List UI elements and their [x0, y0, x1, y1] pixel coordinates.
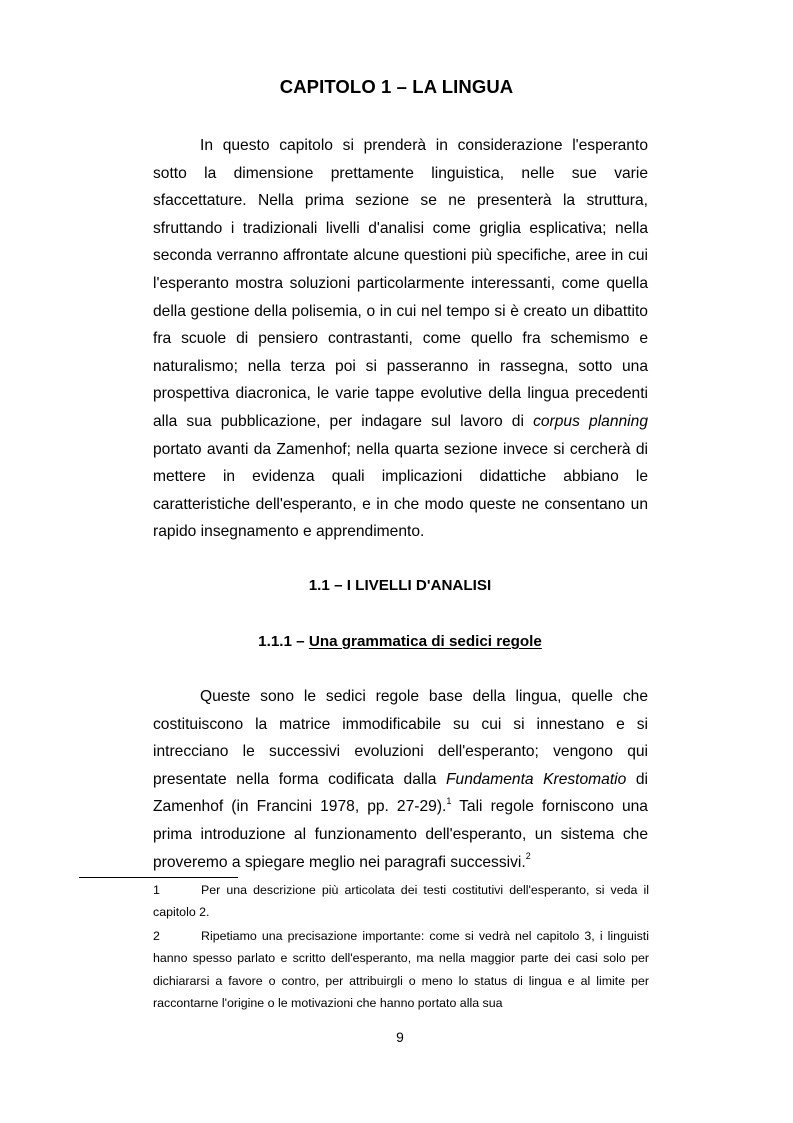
footnote-1 [153, 879, 649, 924]
rules-paragraph [153, 683, 648, 876]
intro-text-part1: In questo capitolo si prenderà in considerazione l'esperanto sotto la dimensione prettamente linguistica, nelle sue varie sfaccettature. Nella prima sezione se ne presenterà la struttura, sfruttando i tradizionali livelli d'analisi come griglia esplicativa; nella seconda verranno affrontate alcune questioni più specifiche, aree in cui l'esperanto mostra soluzioni particolarmente interessanti, come quella della gestione della polisemia, o in cui nel tempo si è creato un dibattito fra scuole di pensiero contrastanti, come quello fra schemismo e naturalismo; nella terza poi si passeranno in rassegna, sotto una prospettiva diacronica, le varie tappe evolutive della lingua precedenti alla sua pubblicazione, per indagare sul lavoro di [153, 137, 648, 430]
section-title-underlined: Una grammatica di sedici regole [308, 633, 542, 650]
corpus-planning-term: corpus planning [533, 412, 648, 430]
section-number: 1.1.1 – [258, 633, 305, 650]
page-number: 9 [396, 1030, 404, 1045]
footnote-text: Per una descrizione più articolata dei testi costitutivi dell'esperanto, si veda il capitolo 2. [153, 883, 649, 920]
intro-paragraph [153, 132, 648, 546]
intro-text-part2: portato avanti da Zamenhof; nella quarta sezione invece si cercherà di mettere in evidenza quali implicazioni didattiche abbiano le caratteristiche dell'esperanto, e in che modo queste ne consentano un rapido insegnamento e apprendimento. [153, 440, 648, 541]
rules-text-part1: Queste sono le sedici regole base della lingua, quelle che costituiscono la matrice immodificabile su cui si innestano e si intrecciano le successivi evoluzioni dell'esperanto; vengono qui presentate nella forma codificata dalla [153, 688, 648, 788]
chapter-title: CAPITOLO 1 – LA LINGUA [279, 76, 514, 97]
footnote-number: 1 [153, 883, 160, 897]
section-heading-1-1-1 [0, 633, 793, 650]
footnote-number: 2 [153, 929, 160, 943]
rules-text-part3: Tali regole forniscono una prima introduzione al funzionamento dell'esperanto, un sistema che proveremo a spiegare meglio nei paragrafi successivi. [153, 798, 648, 871]
section-heading-1-1: 1.1 – I LIVELLI D'ANALISI [308, 577, 492, 594]
work-title: Fundamenta Krestomatio [446, 770, 627, 788]
footnote-ref-1[interactable]: 1 [446, 796, 452, 807]
footnote-text: Ripetiamo una precisazione importante: come si vedrà nel capitolo 3, i linguisti hanno spesso parlato e scritto dell'esperanto, ma nella maggior parte dei casi solo per dichiararsi a favore o contro, per attribuirgli o meno lo status di lingua e al limite per raccontarne l'origine o le motivazioni che hanno portato alla sua [153, 929, 649, 1010]
footnote-2 [153, 925, 649, 1014]
rules-text-part2: di Zamenhof (in Francini 1978, pp. 27-29). [153, 770, 648, 816]
footnote-separator [79, 877, 238, 878]
footnote-ref-2[interactable]: 2 [525, 851, 531, 862]
